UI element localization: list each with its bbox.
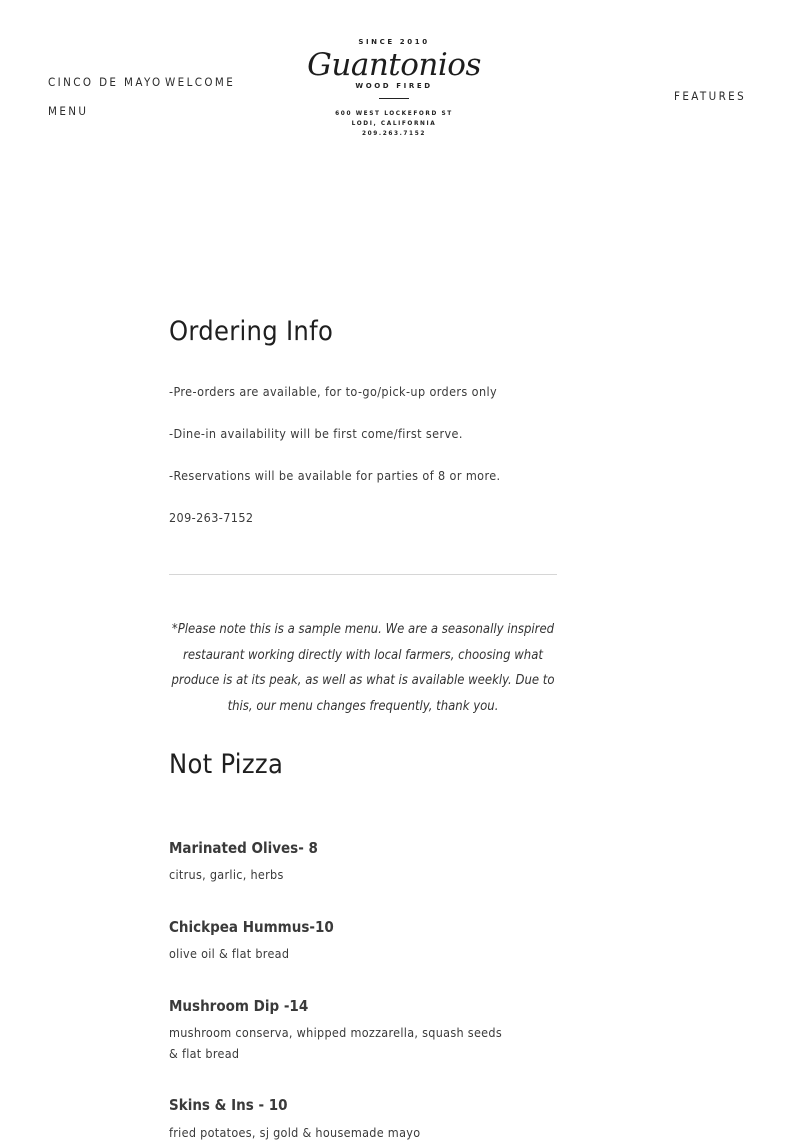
- ordering-info-section: [169, 316, 557, 536]
- menu-item-desc: citrus, garlic, herbs: [169, 867, 284, 882]
- logo-wordmark: Guantonios: [307, 47, 481, 83]
- nav-link-cinco-de-mayo[interactable]: CINCO DE MAYO: [48, 75, 163, 89]
- nav-link-welcome[interactable]: WELCOME: [165, 75, 236, 89]
- nav-link-menu[interactable]: MENU: [48, 104, 89, 118]
- section-title-not-pizza: Not Pizza: [169, 749, 284, 780]
- logo-phone: 209.263.7152: [362, 131, 426, 137]
- ordering-line-phone[interactable]: 209-263-7152: [169, 510, 254, 525]
- menu-item-name: Chickpea Hummus-10: [169, 918, 334, 936]
- menu-item-name: Mushroom Dip -14: [169, 997, 309, 1015]
- nav-link-features[interactable]: FEATURES: [674, 89, 747, 103]
- logo-tagline: WOOD FIRED: [355, 82, 433, 90]
- section-divider: [169, 574, 557, 575]
- menu-item-desc: fried potatoes, sj gold & housemade mayo: [169, 1125, 421, 1140]
- logo-address-line2: LODI, CALIFORNIA: [351, 121, 437, 127]
- ordering-line-dine-in: -Dine-in availability will be first come/first serve.: [169, 426, 463, 441]
- menu-item-desc: olive oil & flat bread: [169, 946, 290, 961]
- logo-since: SINCE 2010: [358, 38, 430, 46]
- ordering-line-reservations: -Reservations will be available for parties of 8 or more.: [169, 468, 501, 483]
- ordering-info-title: Ordering Info: [169, 316, 334, 347]
- menu-item-name: Marinated Olives- 8: [169, 839, 318, 857]
- site-logo[interactable]: [292, 38, 496, 158]
- logo-address-line1: 600 WEST LOCKEFORD ST: [335, 111, 453, 117]
- menu-item-desc: mushroom conserva, whipped mozzarella, squash seeds & flat bread: [169, 1025, 503, 1061]
- sample-menu-note: *Please note this is a sample menu. We are a seasonally inspired restaurant working directly with local farmers, choosing what produce is at its peak, as well as what is available weekly. Due to this, our menu changes frequently, thank you.: [171, 622, 555, 714]
- ordering-line-preorders: -Pre-orders are available, for to-go/pick-up orders only: [169, 384, 498, 399]
- menu-item-name: Skins & Ins - 10: [169, 1096, 288, 1114]
- logo-rule: [379, 98, 409, 99]
